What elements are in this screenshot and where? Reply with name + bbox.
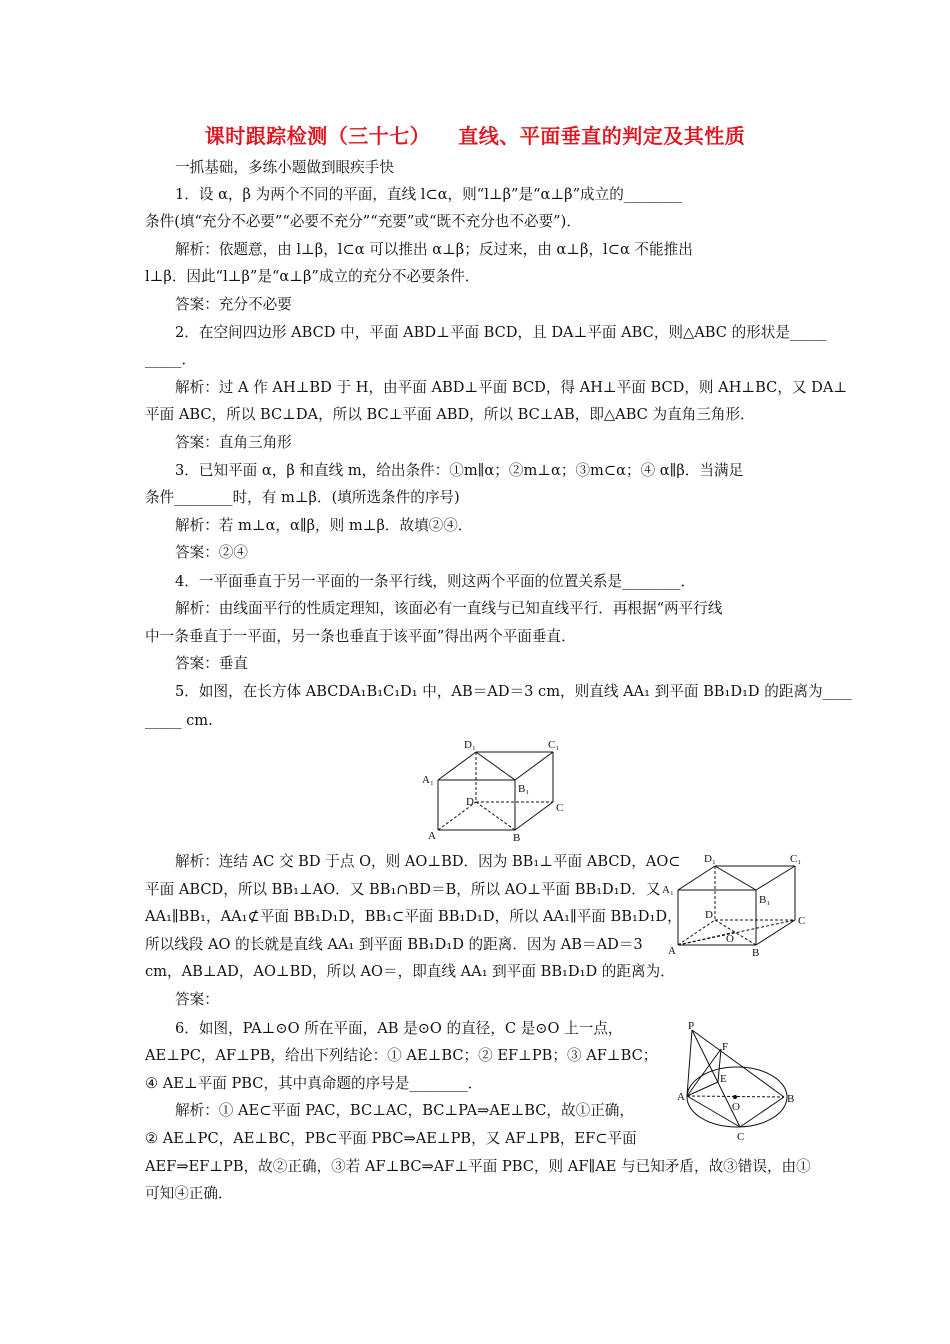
label-d: D <box>705 909 713 921</box>
text-line: AA₁∥BB₁，AA₁⊄平面 BB₁D₁D，BB₁⊂平面 BB₁D₁D，所以 AA₁∥平面 BB₁D₁D， <box>145 908 682 925</box>
label-b1: B₁ <box>759 894 771 906</box>
label-c: C <box>556 802 564 814</box>
label-a: A <box>428 830 436 842</box>
text-line: 平面 ABC，所以 BC⊥DA，所以 BC⊥平面 ABD，所以 BC⊥AB，即△ABC 为直角三角形． <box>145 406 755 423</box>
text-line: 可知④正确． <box>145 1185 233 1202</box>
text-line: 解析：若 m⊥α，α∥β，则 m⊥β．故填②④． <box>175 517 473 534</box>
text-line: 5．如图，在长方体 ABCDA₁B₁C₁D₁ 中，AB＝AD＝3 cm，则直线 AA₁ 到平面 BB₁D₁D 的距离为____ <box>175 683 852 700</box>
label-f: F <box>722 1041 729 1053</box>
text-line: ④ AE⊥平面 PBC，其中真命题的序号是________． <box>145 1075 483 1092</box>
label-b1: B₁ <box>518 783 530 795</box>
text-line: l⊥β．因此“l⊥β”是“α⊥β”成立的充分不必要条件． <box>145 268 480 285</box>
text-line: 平面 ABCD，所以 BB₁⊥AO．又 BB₁∩BD＝B，所以 AO⊥平面 BB₁D₁D．又 <box>145 881 661 898</box>
text-line: 条件(填“充分不必要”“必要不充分”“充要”或“既不充分也不必要”)． <box>145 213 581 230</box>
answer-line: 答案：直角三角形 <box>175 434 292 451</box>
answer-line: 答案：充分不必要 <box>175 296 292 313</box>
text-line: 3．已知平面 α，β 和直线 m，给出条件：①m∥α；②m⊥α；③m⊂α；④ α∥β．当满足 <box>175 462 744 479</box>
text-line: 解析：过 A 作 AH⊥BD 于 H，由平面 ABD⊥平面 BCD，得 AH⊥平面 BCD，则 AH⊥BC，又 DA⊥ <box>175 379 848 396</box>
label-o: O <box>732 1101 740 1113</box>
label-a1: A₁ <box>422 774 434 786</box>
text-line: 2．在空间四边形 ABCD 中，平面 ABD⊥平面 BCD，且 DA⊥平面 ABC，则△ABC 的形状是_____ <box>175 324 827 341</box>
label-o: O <box>726 933 734 945</box>
text-line: 1．设 α，β 为两个不同的平面，直线 l⊂α，则“l⊥β”是“α⊥β”成立的________ <box>175 186 683 203</box>
text-line: _____． <box>145 351 197 368</box>
answer-line: 答案： <box>175 991 219 1008</box>
label-b: B <box>752 947 760 959</box>
text-line: AE⊥PC，AF⊥PB，给出下列结论：① AE⊥BC；② EF⊥PB；③ AF⊥BC； <box>145 1047 658 1064</box>
text-line: _____ cm. <box>145 712 213 729</box>
text-line: 解析：① AE⊂平面 PAC，BC⊥AC，BC⊥PA⇒AE⊥BC，故①正确， <box>175 1102 634 1119</box>
circle-pyramid-figure <box>674 1020 804 1149</box>
text-line: 所以线段 AO 的长就是直线 AA₁ 到平面 BB₁D₁D 的距离．因为 AB＝AD＝3 <box>145 936 643 953</box>
label-d: D <box>466 796 474 808</box>
section-heading: 一抓基础，多练小题做到眼疾手快 <box>175 159 394 176</box>
label-c: C <box>737 1131 745 1143</box>
text-line: 解析：依题意，由 l⊥β，l⊂α 可以推出 α⊥β；反过来，由 α⊥β，l⊂α 不能推出 <box>175 241 693 258</box>
label-c: C <box>798 915 806 927</box>
label-c1: C₁ <box>790 853 802 865</box>
cuboid-figure <box>418 735 568 847</box>
title-right: 直线、平面垂直的判定及其性质 <box>458 124 746 148</box>
label-e: E <box>720 1073 727 1085</box>
answer-line: 答案：垂直 <box>175 655 248 672</box>
text-line: 解析：连结 AC 交 BD 于点 O，则 AO⊥BD．因为 BB₁⊥平面 ABCD，AO⊂ <box>175 853 681 870</box>
label-d1: D₁ <box>704 853 716 865</box>
text-line: AEF⇒EF⊥PB，故②正确，③若 AF⊥BC⇒AF⊥平面 PBC，则 AF∥AE 与已知矛盾，故③错误，由① <box>145 1158 811 1175</box>
text-line: 6．如图，PA⊥⊙O 所在平面，AB 是⊙O 的直径，C 是⊙O 上一点， <box>175 1020 623 1037</box>
text-line: ② AE⊥PC，AE⊥BC，PB⊂平面 PBC⇒AE⊥PB，又 AF⊥PB，EF⊂平面 <box>145 1130 637 1147</box>
text-line: 中一条垂直于一平面，另一条也垂直于该平面”得出两个平面垂直． <box>145 628 576 645</box>
label-b: B <box>787 1093 795 1105</box>
label-p: P <box>688 1020 695 1032</box>
text-line: 解析：由线面平行的性质定理知，该面必有一直线与已知直线平行．再根据“两平行线 <box>175 600 723 617</box>
label-a: A <box>677 1091 685 1103</box>
text-line: 条件________时，有 m⊥β．(填所选条件的序号) <box>145 489 460 506</box>
label-c1: C₁ <box>548 739 560 751</box>
page-title <box>0 120 950 149</box>
answer-line: 答案：②④ <box>175 544 248 561</box>
text-line: 4．一平面垂直于另一平面的一条平行线，则这两个平面的位置关系是________． <box>175 573 696 590</box>
label-d1: D₁ <box>464 739 476 751</box>
label-b: B <box>513 832 521 843</box>
cuboid-diagonal-figure <box>660 848 810 964</box>
label-a1: A₁ <box>662 884 674 896</box>
title-left: 课时跟踪检测（三十七） <box>204 124 431 148</box>
text-line: cm，AB⊥AD，AO⊥BD，所以 AO＝，即直线 AA₁ 到平面 BB₁D₁D 的距离为． <box>145 963 675 980</box>
label-a: A <box>668 945 676 957</box>
